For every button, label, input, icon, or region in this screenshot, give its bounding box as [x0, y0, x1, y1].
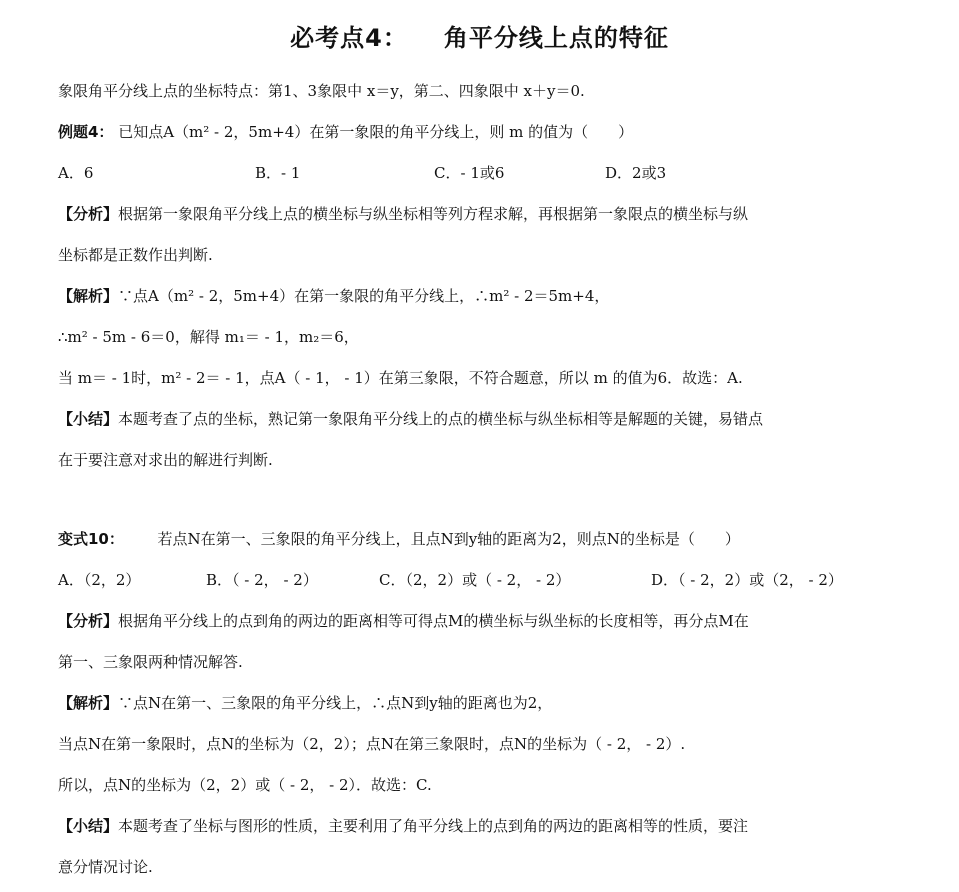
variant10-analysis-line2: 第一、三象限两种情况解答.: [58, 653, 243, 671]
page-title: 必考点4： 角平分线上点的特征: [290, 24, 669, 52]
example4-option-d: D．2或3: [605, 164, 667, 182]
analysis-tag: 【分析】: [58, 205, 119, 223]
variant10-option-d: D．（ - 2，2）或（2， - 2）: [651, 571, 843, 589]
example4-solution-text: ∵点A（m² - 2，5m+4）在第一象限的角平分线上，∴m² - 2＝5m+4，: [118, 287, 610, 305]
variant10-solution-line3: 所以，点N的坐标为（2，2）或（ - 2， - 2）．故选：C.: [58, 776, 432, 794]
example4-option-a: A．6: [58, 164, 94, 182]
variant10-label: 变式10：: [58, 530, 124, 548]
example4-option-b: B．- 1: [255, 164, 301, 182]
example4-solution-line2: ∴m² - 5m - 6＝0，解得 m₁＝ - 1，m₂＝6，: [58, 328, 359, 346]
example4-question-line: [58, 121, 918, 143]
variant10-question-line: [58, 528, 918, 550]
variant10-solution-line2: 当点N在第一象限时，点N的坐标为（2，2）；点N在第三象限时，点N的坐标为（ - 2， - 2）.: [58, 735, 686, 753]
analysis-tag: 【分析】: [58, 612, 119, 630]
solution-tag: 【解析】: [58, 287, 119, 305]
example4-analysis-text: 根据第一象限角平分线上点的横坐标与纵坐标相等列方程求解，再根据第一象限点的横坐标与纵: [118, 205, 749, 223]
example4-summary-line2: 在于要注意对求出的解进行判断.: [58, 451, 273, 469]
variant10-summary-line1: [58, 815, 918, 837]
variant10-option-a: A．（2，2）: [58, 571, 141, 589]
example4-solution-line3: 当 m＝ - 1时，m² - 2＝ - 1，点A（ - 1， - 1）在第三象限，不符合题意，所以 m 的值为6．故选：A.: [58, 369, 743, 387]
variant10-option-b: B．（ - 2， - 2）: [206, 571, 318, 589]
example4-question: 已知点A（m² - 2，5m+4）在第一象限的角平分线上，则 m 的值为（ ）: [118, 123, 634, 141]
intro-text: 象限角平分线上点的坐标特点：第1、3象限中 x＝y，第二、四象限中 x＋y＝0.: [58, 82, 585, 100]
variant10-question: 若点N在第一、三象限的角平分线上，且点N到y轴的距离为2，则点N的坐标是（ ）: [157, 530, 740, 548]
example4-summary-line1: [58, 408, 918, 430]
example4-analysis-line1: [58, 203, 918, 225]
variant10-option-c: C．（2，2）或（ - 2， - 2）: [379, 571, 571, 589]
example4-solution-line1: [58, 285, 918, 307]
example4-option-c: C．- 1或6: [434, 164, 505, 182]
variant10-summary-line2: 意分情况讨论.: [58, 858, 153, 876]
summary-tag: 【小结】: [58, 817, 119, 835]
example4-summary-text: 本题考查了点的坐标，熟记第一象限角平分线上的点的横坐标与纵坐标相等是解题的关键，易错点: [118, 410, 764, 428]
variant10-analysis-line1: [58, 610, 918, 632]
solution-tag: 【解析】: [58, 694, 119, 712]
variant10-solution-text: ∵点N在第一、三象限的角平分线上，∴点N到y轴的距离也为2，: [118, 694, 553, 712]
summary-tag: 【小结】: [58, 410, 119, 428]
variant10-analysis-text: 根据角平分线上的点到角的两边的距离相等可得点M的横坐标与纵坐标的长度相等，再分点M在: [118, 612, 749, 630]
variant10-solution-line1: [58, 692, 918, 714]
variant10-summary-text: 本题考查了坐标与图形的性质，主要利用了角平分线上的点到角的两边的距离相等的性质，要注: [118, 817, 749, 835]
example4-label: 例题4：: [58, 123, 114, 141]
example4-analysis-line2: 坐标都是正数作出判断.: [58, 246, 213, 264]
